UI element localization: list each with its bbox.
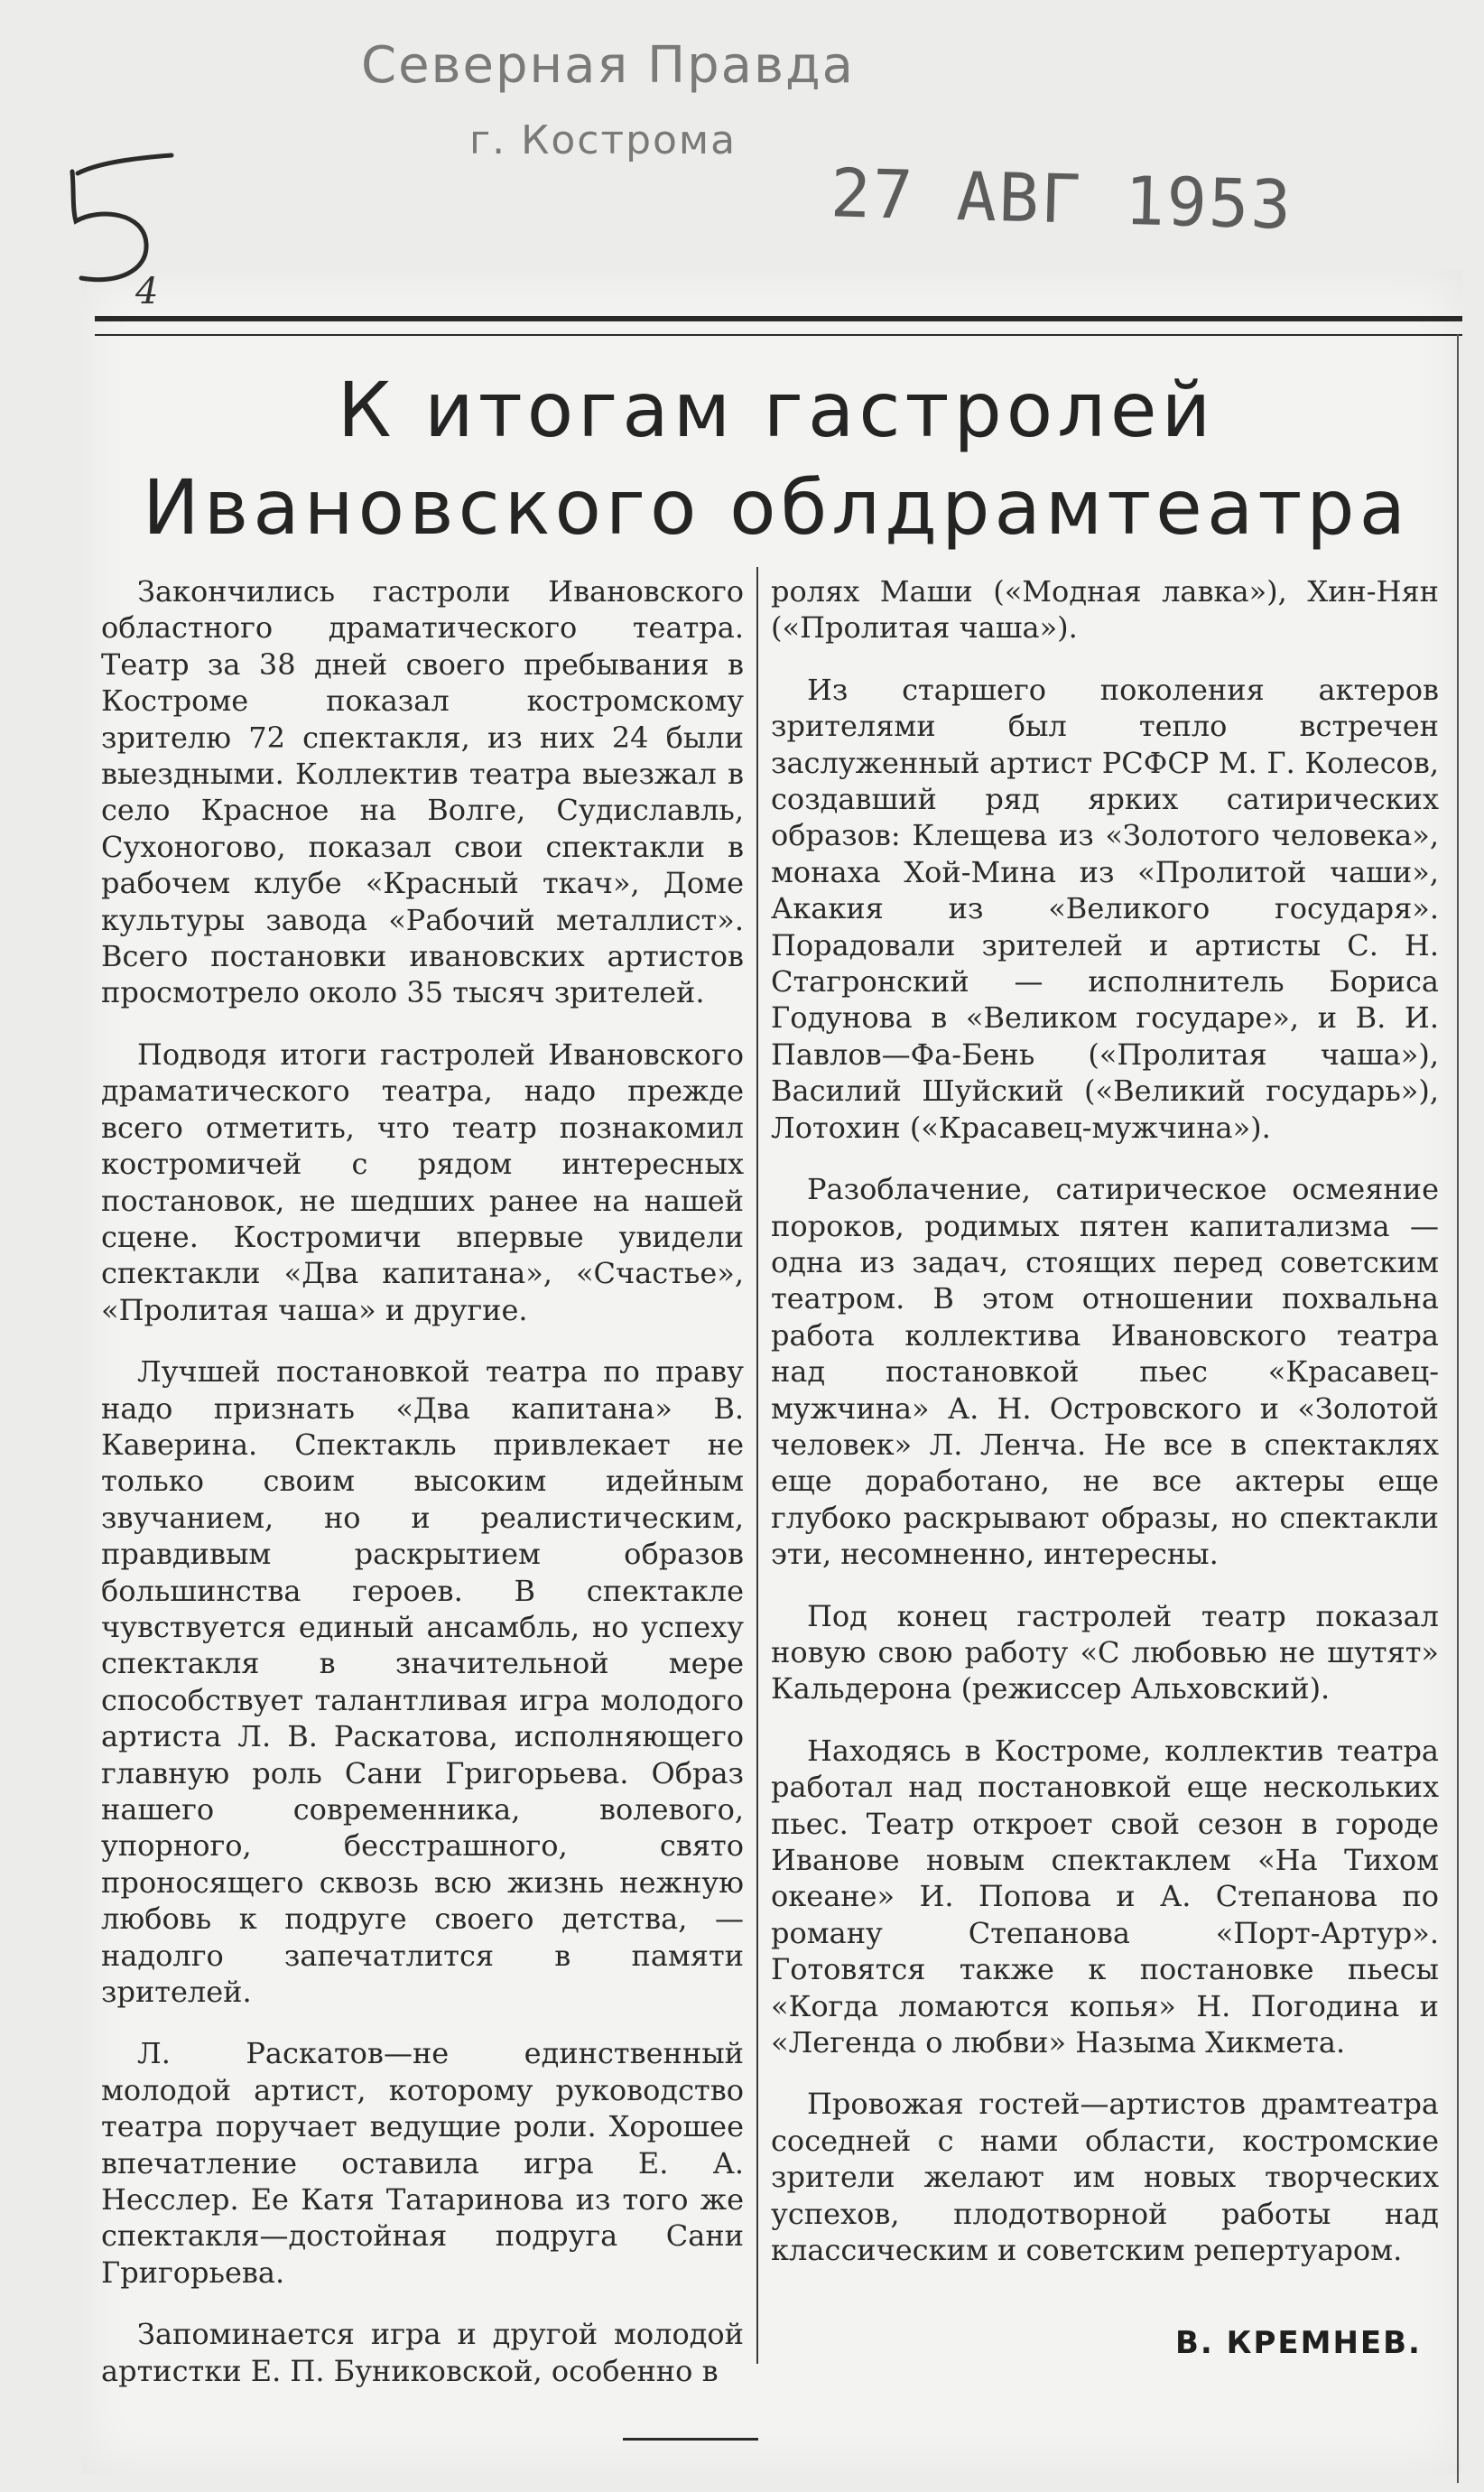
paragraph: Л. Раскатов—не единственный молодой артист, которому руководство театра поручает ведущие роли. Хорошее впечатление оставила игра Е. А. Несслер. Ее Катя Татаринова из того же спектакля—достойная подруга Сани Григорьева. — [101, 2036, 744, 2290]
handwritten-number-icon — [45, 135, 181, 289]
article-column-right — [771, 573, 1439, 2293]
clipping-right-border — [1457, 334, 1459, 2483]
paragraph: Разоблачение, сатирическое осмеяние пороков, родимых пятен капитализма — одна из задач, стоящих перед советским театром. В этом отношении похвальна работа коллектива Ивановского театра над постановкой пьес «Красавец-мужчина» А. Н. Островского и «Золотой человек» Л. Ленча. Не все в спектаклях еще доработано, не все актеры еще глубоко раскрывают образы, но спектакли эти, несомненно, интересны. — [771, 1172, 1439, 1572]
paragraph: Из старшего поколения актеров зрителями был тепло встречен заслуженный артист РСФСР М. Г. Колесов, создавший ряд ярких сатирических образов: Клещева из «Золотого человека», монаха Хой-Мина из «Пролитой чаши», Акакия из «Великого государя». Порадовали зрителей и артисты С. Н. Стагронский — исполнитель Бориса Годунова в «Великом государе», и В. И. Павлов—Фа-Бень («Пролитая чаша»), Василий Шуйский («Великий государь»), Лотохин («Красавец-мужчина»). — [771, 672, 1439, 1145]
column-divider — [756, 567, 758, 2364]
headline-line-1: К итогам гастролей — [337, 366, 1216, 454]
paragraph: Находясь в Костроме, коллектив театра работал над постановкой еще нескольких пьес. Театр откроет свой сезон в городе Иванове новым спектаклем «На Тихом океане» И. Попова и А. Степанова по роману Степанова «Порт-Артур». Готовятся также к постановке пьесы «Когда ломаются копья» Н. Погодина и «Легенда о любви» Назыма Хикмета. — [771, 1733, 1439, 2060]
paragraph: Провожая гостей—артистов драмтеатра соседней с нами области, костромские зрители желают им новых творческих успехов, плодотворной работы над классическим и советским репертуаром. — [771, 2087, 1439, 2268]
paragraph: Закончились гастроли Ивановского областного драматического театра. Театр за 38 дней своего пребывания в Костроме показал костромскому зрителю 72 спектакля, из них 24 были выездными. Коллектив театра выезжал в село Красное на Волге, Судиславль, Сухоногово, показал свои спектакли в рабочем клубе «Красный ткач», Доме культуры завода «Рабочий металлист». Всего постановки ивановских артистов просмотрело около 35 тысяч зрителей. — [101, 574, 744, 1010]
paragraph: Под конец гастролей театр показал новую свою работу «С любовью не шутят» Кальдерона (режиссер Альховский). — [771, 1598, 1439, 1706]
article-headline — [90, 361, 1462, 556]
paragraph: Запоминается игра и другой молодой артистки Е. П. Буниковской, особенно в — [101, 2317, 744, 2388]
author-signature: В. КРЕМНЕВ. — [1175, 2325, 1422, 2361]
headline-line-2: Ивановского облдрамтеатра — [142, 463, 1411, 552]
paragraph: Подводя итоги гастролей Ивановского драматического театра, надо прежде всего отметить, что театр познакомил костромичей с рядом интересных постановок, не шедших ранее на нашей сцене. Костромичи впервые увидели спектакли «Два капитана», «Счастье», «Пролитая чаша» и другие. — [101, 1037, 744, 1327]
paragraph: Лучшей постановкой театра по праву надо признать «Два капитана» В. Каверина. Спектакль привлекает не только своим высоким идейным звучанием, но и реалистическим, правдивым раскрытием образов большинства героев. В спектакле чувствуется единый ансамбль, но успеху спектакля в значительной мере способствует талантливая игра молодого артиста Л. В. Раскатова, исполняющего главную роль Сани Григорьева. Образ нашего современника, волевого, упорного, бесстрашного, свято проносящего сквозь всю жизнь нежную любовь к подруге своего детства, — надолго запечатлится в памяти зрителей. — [101, 1354, 744, 2010]
newspaper-name-stamp: Северная Правда — [361, 36, 855, 95]
article-column-left — [101, 573, 744, 2414]
page-number: 4 — [135, 271, 159, 312]
end-rule — [623, 2438, 758, 2441]
top-rule — [95, 316, 1462, 336]
city-stamp: г. Кострома — [469, 117, 737, 163]
paragraph-continuation: ролях Маши («Модная лавка»), Хин-Нян («Пролитая чаша»). — [771, 574, 1439, 646]
date-stamp: 27 АВГ 1953 — [829, 154, 1294, 245]
